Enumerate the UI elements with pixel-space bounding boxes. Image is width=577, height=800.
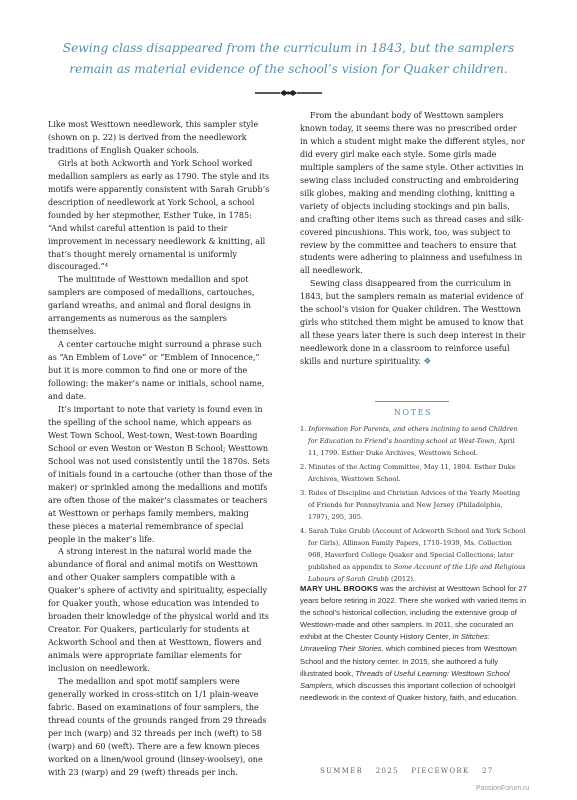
paragraph-text: Sewing class disappeared from the curriculum in 1843, but the samplers remain as material evidence of the school’s vision for Quaker children. The Westtown girls who stitched them might be amused to know that all these years later there is such deep interest in their needlework done in a classroom to reinforce useful skills and nurture spirituality. xyxy=(300,279,526,367)
footer-magazine: PIECEWORK xyxy=(411,767,470,775)
note-item: 2. Minutes of the Acting Committee, May 11, 1804. Esther Duke Archives, Westtown School. xyxy=(300,463,516,483)
notes-heading: NOTES xyxy=(393,408,433,417)
page-footer xyxy=(320,767,540,775)
book-title: Threads of Useful Learning: Westtown School Samplers, xyxy=(300,668,510,690)
divider-ornament xyxy=(255,88,322,98)
right-article-column xyxy=(300,110,526,369)
paragraph: From the abundant body of Westtown samplers known today, it seems there was no prescribed order in which a student might make the different styles, nor did every girl make each style. Some girls made multiple samplers of the same style. Other activities in sewing class included constructing and embroidering silk globes, making and mending clothing, knitting a variety of objects including stockings and pin balls, and crafting other items such as thread cases and silk-covered pincushions. This work, too, was subject to review by the committee and teachers to ensure that students were adhering to plainness and usefulness in all needlework. xyxy=(300,111,525,276)
note-item: 3. Rules of Discipline and Christian Advices of the Yearly Meeting of Friends for Pennsylvania and New Jersey (Philadelphia, 1797), 295, 305. xyxy=(300,489,521,521)
paragraph: A strong interest in the natural world made the abundance of floral and animal motifs on Westtown and other Quaker samplers compatible with a Quaker’s sphere of activity and spirituality, especially for Quaker youth, whose education was intended to broaden their knowledge of the physical world and its Creator. For Quakers, particularly for students at Ackworth School and then at Westtown, flowers and animals were appropriate familiar elements for inclusion on needlework. xyxy=(48,547,269,674)
author-name: MARY UHL BROOKS xyxy=(300,584,378,593)
footer-season: SUMMER xyxy=(320,767,364,775)
author-bio: MARY UHL BROOKS was the archivist at Westtown School for 27 years before retiring in 2022. There she worked with varied items in the school’s historical collection, including the extensive group of Westtown-made and other samplers. In 2011, she cocurated an exhibit at the Chester County History Center, In Stitches: Unraveling Their Stories, which combined pieces from Westtown School and the history center. In 2015, she authored a fully illustrated book, Threads of Useful Learning: Westtown School Samplers, which discusses this important collection of schoolgirl needlework in the context of Quaker history, faith, and education. xyxy=(300,584,527,702)
paragraph: The multitude of Westtown medallion and spot samplers are composed of medallions, cartouches, garland wreaths, and animal and floral designs in arrangements as numerous as the samplers themselves. xyxy=(48,275,255,337)
paragraph: Like most Westtown needlework, this sampler style (shown on p. 22) is derived from the needlework traditions of English Quaker schools. xyxy=(48,120,259,155)
footer-year: 2025 xyxy=(375,767,399,775)
paragraph xyxy=(300,278,526,369)
notes-divider xyxy=(375,401,449,402)
pull-quote: Sewing class disappeared from the curriculum in 1843, but the samplers remain as material evidence of the school’s vision for Quaker children. xyxy=(62,41,515,76)
exhibit-title: In Stitches: Unraveling Their Stories, xyxy=(300,632,490,654)
watermark: PassionForum.ru xyxy=(476,785,530,792)
paragraph: The medallion and spot motif samplers were generally worked in cross-stitch on 1/1 plain-weave fabric. Based on examinations of four samplers, the thread counts of the grounds ranged from 29 threads per inch (warp) and 32 threads per inch (weft) to 58 (warp) and 60 (weft). There are a few known pieces worked on a linen/wool ground (linsey-woolsey), one with 23 (warp) and 29 (weft) threads per inch. xyxy=(48,676,267,777)
page-number: 27 xyxy=(482,767,494,775)
end-mark-icon: ❖ xyxy=(423,357,432,368)
note-item: 1. Information For Parents, and others inclining to send Children for Education to Friend’s boarding school at West-Town, April 11, 1799. Esther Duke Archives, Westtown School. xyxy=(300,425,518,457)
note-item: 4. Sarah Tuke Grubb (Account of Ackworth School and York School for Girls), Allinson Family Papers, 1710–1939, Ms. Collection 968, Haverford College Quaker and Special Collections; later published as appendix to Some Account of the Life and Religious Labours of Sarah Grubb (2012). xyxy=(300,527,526,583)
paragraph: A center cartouche might surround a phrase such as “An Emblem of Love” or “Emblem of Innocence,” but it is more common to find one or more of the following: the maker’s name or initials, school name, and date. xyxy=(48,340,265,402)
left-article-column xyxy=(48,119,273,780)
paragraph: It’s important to note that variety is found even in the spelling of the school name, which appears as West Town School, West-town, West-town Boarding School or even Weston or Weston B School; Westtown School was not used consistently until the 1870s. Sets of initials found in a cartouche (other than those of the maker) or sprinkled among the medallions and motifs are often those of the maker’s classmates or teachers at Westtown or perhaps family members, making these pieces a material remembrance of special people in the maker’s life. xyxy=(48,404,273,544)
paragraph: Girls at both Ackworth and York School worked medallion samplers as early as 1790. The style and its motifs were apparently consistent with Sarah Grubb’s description of needlework at York School, a school founded by her stepmother, Esther Tuke, in 1785: “And whilst careful attention is paid to their improvement in necessary needlework & knitting, all that’s thought merely ornamental is uniformly discouraged.”⁴ xyxy=(48,158,270,272)
notes-list xyxy=(300,423,526,587)
